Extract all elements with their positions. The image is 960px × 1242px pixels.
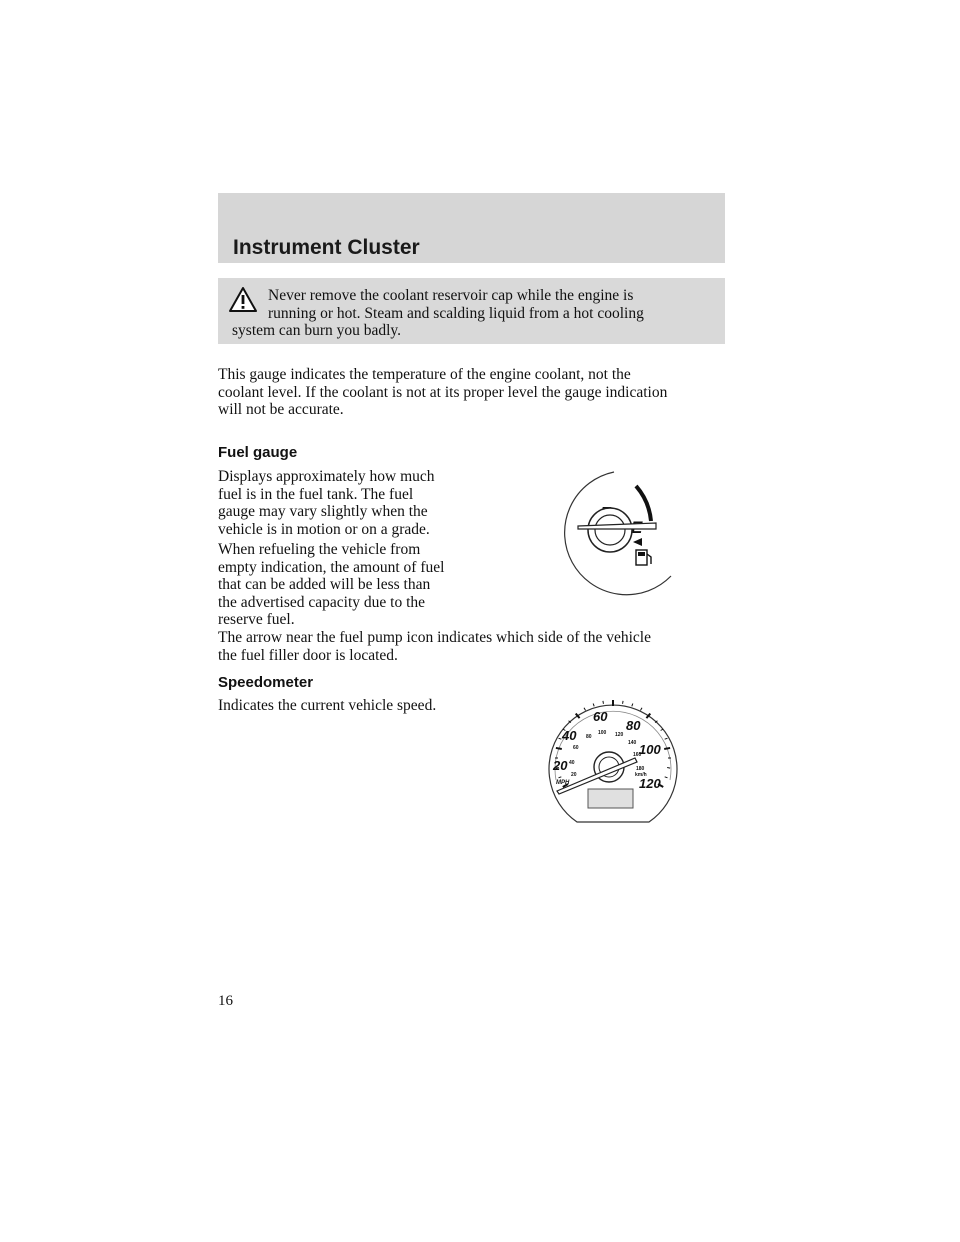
page-number: 16 [218,993,233,1009]
speedo-tick [584,708,586,711]
kmh-label-80: 80 [586,734,592,740]
section-header [218,193,725,263]
kmh-label-140: 140 [628,740,637,746]
mph-label-100: 100 [639,742,661,757]
fuel-gauge-paragraph-1 [218,468,518,538]
warning-text [232,287,712,340]
text-line: will not be accurate. [218,401,344,418]
speedo-tick [556,748,562,749]
speedo-tick [632,703,633,706]
text-line: This gauge indicates the temperature of the engine coolant, not the [218,366,631,383]
coolant-gauge-paragraph [218,366,738,419]
speedo-tick [641,708,643,711]
text-line: vehicle is in motion or on a grade. [218,520,430,538]
warning-box [218,278,725,344]
speedo-tick [593,703,594,706]
fuel-gauge-illustration [548,468,674,614]
mph-unit-label: MPH [556,780,570,786]
mph-label-20: 20 [553,758,568,773]
fuel-pump-icon [636,550,651,565]
text-line: reserve fuel. [218,611,295,628]
speedometer-heading: Speedometer [218,674,314,691]
text-line: empty indication, the amount of fuel [218,558,445,576]
kmh-label-120: 120 [615,732,624,738]
warning-line: Never remove the coolant reservoir cap while the engine is [268,287,634,304]
warning-line: system can burn you badly. [232,322,402,339]
kmh-label-180: 180 [636,766,645,772]
section-title: Instrument Cluster [233,236,420,259]
speedo-tick [667,768,670,769]
text-line: fuel is in the fuel tank. The fuel [218,485,414,503]
text-line: When refueling the vehicle from [218,541,421,558]
text-line: coolant level. If the coolant is not at its proper level the gauge indication [218,383,668,401]
text-line: the advertised capacity due to the [218,593,426,611]
text-line: The arrow near the fuel pump icon indicates which side of the vehicle [218,629,651,646]
mph-label-40: 40 [562,728,577,743]
fuel-gauge-paragraph-2 [218,541,518,629]
text-line: Indicates the current vehicle speed. [218,697,437,714]
text-line: the fuel filler door is located. [218,646,398,664]
fuel-gauge-paragraph-3 [218,629,738,664]
text-line: gauge may vary slightly when the [218,503,428,520]
speedometer-illustration [547,688,679,826]
mph-label-60: 60 [593,709,608,724]
mph-label-80: 80 [626,718,641,733]
speedo-tick [623,701,624,704]
speedo-tick [664,748,670,749]
filler-side-arrow-icon [633,538,642,546]
text-line: Displays approximately how much [218,468,435,485]
odometer-display [588,789,633,808]
kmh-label-100: 100 [598,730,607,736]
speedo-tick [603,701,604,704]
fuel-gauge-heading: Fuel gauge [218,444,298,461]
mph-label-120: 120 [639,776,661,791]
warning-line: running or hot. Steam and scalding liquid from a hot cooling [268,304,644,322]
kmh-unit-label: km/h [635,772,647,778]
kmh-label-20: 20 [571,772,577,778]
text-line: that can be added will be less than [218,576,431,593]
kmh-label-40: 40 [569,760,575,766]
kmh-label-160: 160 [633,752,642,758]
kmh-label-60: 60 [573,745,579,751]
